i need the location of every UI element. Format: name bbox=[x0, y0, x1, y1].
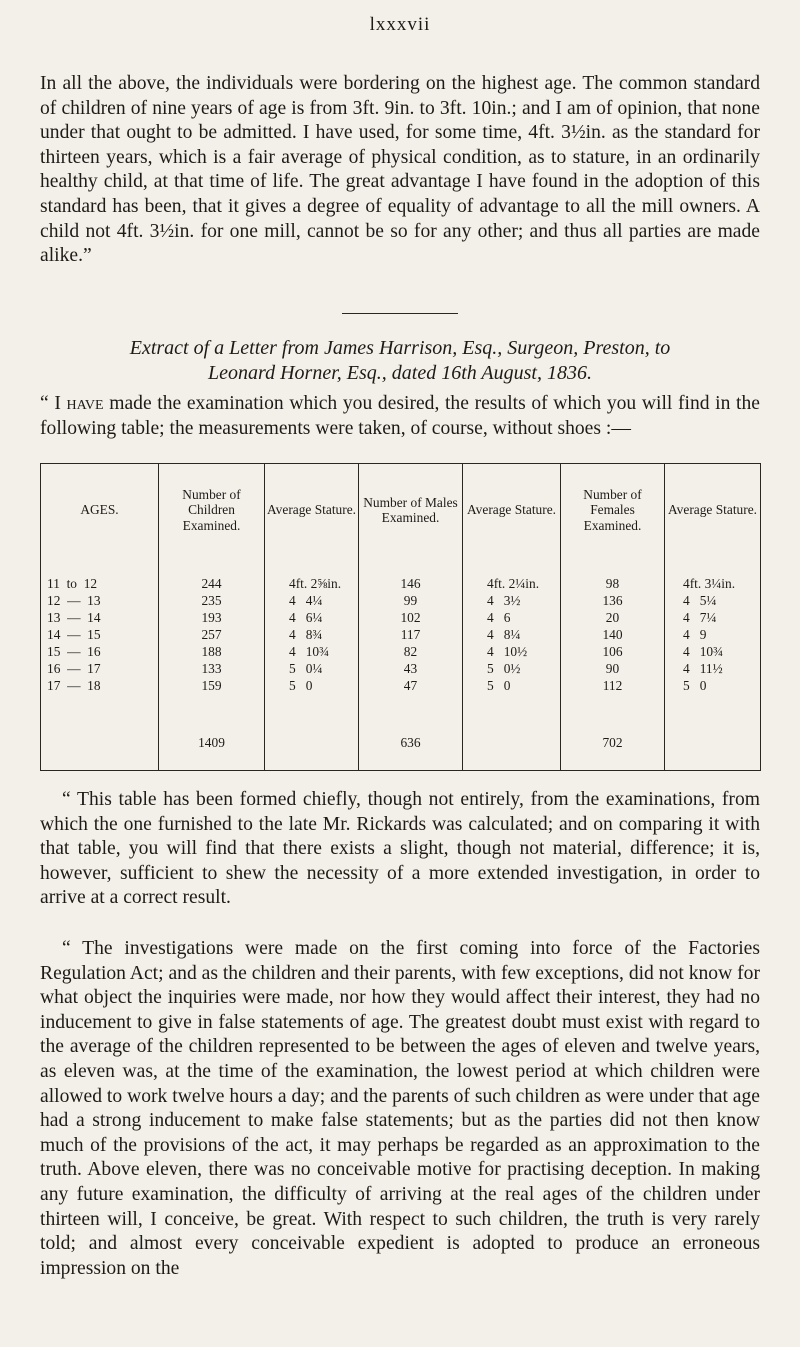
intro-smallcaps: have bbox=[66, 393, 104, 414]
total-cell bbox=[41, 716, 159, 771]
table-cell: 188 bbox=[201, 644, 222, 659]
table-cell: 257 bbox=[201, 627, 222, 642]
table-cell: 5 0½ bbox=[487, 661, 521, 676]
table-cell: 99 bbox=[403, 593, 418, 608]
intro-open: “ I bbox=[40, 393, 67, 414]
table-cell: 43 bbox=[403, 661, 418, 676]
table-cell: 4 10¾ bbox=[289, 644, 330, 659]
header-females-stature: Average Stature. bbox=[665, 464, 761, 557]
header-males-examined: Number of Males Examined. bbox=[359, 464, 463, 557]
total-cell bbox=[463, 716, 561, 771]
header-ages: AGES. bbox=[41, 464, 159, 557]
table-cell: 12 — 13 bbox=[47, 593, 101, 608]
table-cell: 5 0 bbox=[683, 678, 707, 693]
table-cell: 4 10¾ bbox=[683, 644, 724, 659]
table-cell: 4 8¾ bbox=[289, 627, 323, 642]
header-males-stature: Average Stature. bbox=[463, 464, 561, 557]
page-number: lxxxvii bbox=[369, 14, 431, 35]
stature-table bbox=[40, 463, 761, 771]
table-header-row bbox=[41, 464, 761, 557]
table-cell: 235 bbox=[201, 593, 222, 608]
table-cell: 4 3½ bbox=[487, 593, 521, 608]
table-cell: 5 0 bbox=[487, 678, 511, 693]
total-males: 636 bbox=[359, 716, 463, 771]
col-males-examined bbox=[359, 556, 463, 716]
heading-line-1: Extract of a Letter from James Harrison, Esq., Surgeon, Preston, to bbox=[129, 337, 671, 359]
table-cell: 5 0¼ bbox=[289, 661, 323, 676]
table-cell: 4 11½ bbox=[683, 661, 723, 676]
total-cell bbox=[665, 716, 761, 771]
table-cell: 4 6 bbox=[487, 610, 511, 625]
table-cell: 4 4¼ bbox=[289, 593, 323, 608]
col-males-stature bbox=[463, 556, 561, 716]
table-cell: 14 — 15 bbox=[47, 627, 101, 642]
table-cell: 140 bbox=[602, 627, 623, 642]
table-cell: 16 — 17 bbox=[47, 661, 101, 676]
table-cell: 4ft. 3¼in. bbox=[683, 576, 736, 591]
intro-paragraph bbox=[40, 392, 760, 441]
table-cell: 17 — 18 bbox=[47, 678, 101, 693]
table-cell: 15 — 16 bbox=[47, 644, 101, 659]
paragraph-top: In all the above, the individuals were bordering on the highest age. The common standard of children of nine years of age is from 3ft. 9in. to 3ft. 10in.; and I am of opinion, that none under that ought to be admitted. I have used, for some time, 4ft. 3½in. as the standard for thirteen years, which is a fair average of physical condition, as to stature, in an ordinarily healthy child, at that time of life. The great advantage I have found in the adoption of this standard has been, that it gives a degree of equality of advantage to all the mill owners. A child not 4ft. 3½in. for one mill, cannot be so for any other; and thus all parties are made alike.” bbox=[40, 73, 760, 267]
table-cell: 98 bbox=[605, 576, 620, 591]
header-children-stature: Average Stature. bbox=[265, 464, 359, 557]
table-cell: 20 bbox=[605, 610, 620, 625]
col-ages bbox=[41, 556, 159, 716]
table-cell: 4 5¼ bbox=[683, 593, 717, 608]
table-cell: 117 bbox=[400, 627, 421, 642]
table-cell: 136 bbox=[602, 593, 623, 608]
col-females-examined bbox=[561, 556, 665, 716]
table-cell: 193 bbox=[201, 610, 222, 625]
table-cell: 4 8¼ bbox=[487, 627, 521, 642]
table-cell: 5 0 bbox=[289, 678, 313, 693]
paragraph-investigations: “ The investigations were made on the first coming into force of the Factories Regulation Act; and as the children and their parents, with few exceptions, did not know for what object the inquiries were made, nor how they would affect their interest, they had no inducement to give in false statements of age. The greatest doubt must exist with regard to the average of the children represented to be between the ages of eleven and twelve years, as eleven was, at the time of the examination, the lowest period at which children were allowed to work twelve hours a day; and the parents of such children as were under that age had a strong inducement to make false statements; but as the parties did not then know much of the provisions of the act, it may perhaps be regarded as an approximation to the truth. Above eleven, there was no conceivable motive for practising deception. In making any future examination, the difficulty of arriving at the real ages of the children under thirteen will, I conceive, be great. With respect to such children, the truth is very rarely told; and almost every conceivable expedient is adopted to produce an erroneous impression on the bbox=[40, 938, 760, 1279]
total-females: 702 bbox=[561, 716, 665, 771]
total-cell bbox=[265, 716, 359, 771]
table-cell: 90 bbox=[605, 661, 620, 676]
table-totals-row bbox=[41, 716, 761, 771]
table-cell: 106 bbox=[602, 644, 623, 659]
table-cell: 112 bbox=[602, 678, 623, 693]
col-females-stature bbox=[665, 556, 761, 716]
table-cell: 4 9 bbox=[683, 627, 707, 642]
table-cell: 4 10½ bbox=[487, 644, 528, 659]
table-cell: 47 bbox=[403, 678, 418, 693]
table-body bbox=[41, 556, 761, 716]
table-cell: 82 bbox=[403, 644, 418, 659]
table-cell: 4ft. 2¼in. bbox=[487, 576, 540, 591]
table-cell: 133 bbox=[201, 661, 222, 676]
table-cell: 13 — 14 bbox=[47, 610, 101, 625]
table-cell: 146 bbox=[400, 576, 421, 591]
table-cell: 4 7¼ bbox=[683, 610, 717, 625]
col-children-examined bbox=[159, 556, 265, 716]
header-children-examined: Number of Children Examined. bbox=[159, 464, 265, 557]
total-children: 1409 bbox=[159, 716, 265, 771]
header-females-examined: Number of Females Examined. bbox=[561, 464, 665, 557]
section-divider bbox=[342, 313, 458, 314]
letter-heading bbox=[40, 336, 760, 386]
intro-rest: made the examination which you desired, the results of which you will find in the following table; the measurements were taken, of course, without shoes :— bbox=[40, 393, 760, 439]
table-cell: 11 to 12 bbox=[47, 576, 98, 591]
col-children-stature bbox=[265, 556, 359, 716]
table-cell: 102 bbox=[400, 610, 421, 625]
table-cell: 159 bbox=[201, 678, 222, 693]
table-cell: 4ft. 2⅝in. bbox=[289, 576, 342, 591]
table-cell: 4 6¼ bbox=[289, 610, 323, 625]
table-cell: 244 bbox=[201, 576, 222, 591]
paragraph-table-note: “ This table has been formed chiefly, though not entirely, from the examinations, from which the one furnished to the late Mr. Rickards was calculated; and on comparing it with that table, you will find that there exists a slight, though not material, difference; it is, however, sufficient to shew the necessity of a more extended investigation, in order to arrive at a correct result. bbox=[40, 789, 760, 909]
heading-line-2: Leonard Horner, Esq., dated 16th August, 1836. bbox=[208, 362, 592, 384]
